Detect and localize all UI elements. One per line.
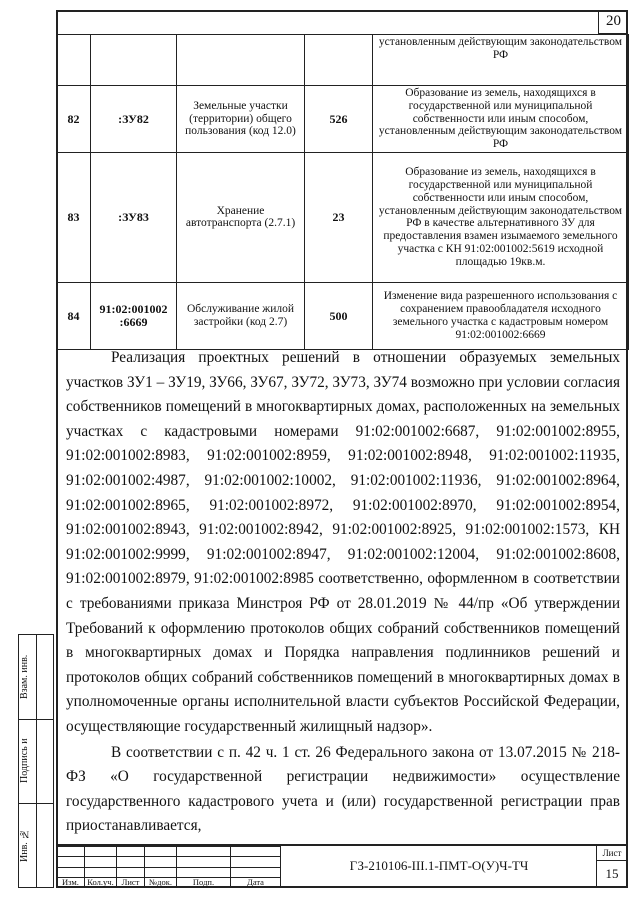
table-cell-num: 84 — [57, 282, 91, 349]
title-block-headers — [57, 877, 281, 887]
table-cell-area: 526 — [305, 86, 373, 153]
stamp-col-change: Изм. — [57, 877, 85, 887]
stamp-col-date: Дата — [231, 877, 281, 887]
sheet-label: Лист — [597, 846, 627, 861]
table-cell-action: Изменение вида разрешенного использования с сохранением правообладателя исходного земельного участка с кадастровым номером 91:02:001002:6669 — [373, 282, 629, 349]
table-cell-code: :ЗУ82 — [91, 86, 177, 153]
table-row — [57, 282, 629, 349]
table-cell-area: 23 — [305, 152, 373, 282]
sheet-number: 15 — [605, 866, 619, 881]
table-cell-code: :ЗУ83 — [91, 152, 177, 282]
stamp-col-doc: №док. — [145, 877, 177, 887]
side-label-signature: Подпись и — [19, 738, 30, 784]
table-cell-use: Обслуживание жилой застройки (код 2.7) — [177, 282, 305, 349]
table-cell-action: установленным действующим законодательством РФ — [373, 35, 629, 86]
table-cell-num: 82 — [57, 86, 91, 153]
document-code: ГЗ-210106-III.1-ПМТ-О(У)Ч-ТЧ — [349, 858, 529, 873]
title-block-grid — [56, 846, 281, 888]
table-cell-area: 500 — [305, 282, 373, 349]
land-plots-table — [56, 34, 629, 350]
side-label-inv-no: Инв. № — [19, 828, 30, 862]
paragraph-registration: В соответствии с п. 42 ч. 1 ст. 26 Федерального закона от 13.07.2015 № 218-ФЗ «О государственной регистрации недвижимости» осуществление государственного кадастрового учета и (или) государственной регистрации прав приостанавливается, — [66, 743, 620, 835]
table-cell-use: Земельные участки (территории) общего пользования (код 12.0) — [177, 86, 305, 153]
stamp-col-count: Кол.уч. — [85, 877, 117, 887]
table-row — [57, 86, 629, 153]
stamp-col-sheet: Лист — [117, 877, 145, 887]
title-block — [56, 844, 628, 888]
table-cell-action: Образование из земель, находящихся в государственной или муниципальной собственности или иным способом, установленным действующим законодательством РФ в качестве альтернативного ЗУ для предоставления взамен изымаемого земельного участка с КН 91:02:001002:5619 исходной площадью 19кв.м. — [373, 152, 629, 282]
table-row — [57, 152, 629, 282]
stamp-col-sign: Подп. — [177, 877, 231, 887]
table-cell-num: 83 — [57, 152, 91, 282]
table-row-continued — [57, 35, 629, 86]
body-text — [66, 346, 620, 839]
table-cell-use: Хранение автотранспорта (2.7.1) — [177, 152, 305, 282]
table-cell-code: 91:02:001002 :6669 — [91, 282, 177, 349]
side-stamp — [18, 634, 54, 888]
paragraph-consent: Реализация проектных решений в отношении образуемых земельных участков ЗУ1 – ЗУ19, ЗУ66, ЗУ67, ЗУ72, ЗУ73, ЗУ74 возможно при условии согласия собственников помещений в многоквартирных домах, расположенных на земельных участках с кадастровыми номерами 91:02:001002:6687, 91:02:001002:8955, 91:02:001002:8983, 91:02:001002:8959, 91:02:001002:8948, 91:02:001002:11935, 91:02:001002:4987, 91:02:001002:10002, 91:02:001002:11936, 91:02:001002:8964, 91:02:001002:8965, 91:02:001002:8972, 91:02:001002:8970, 91:02:001002:8954, 91:02:001002:8943, 91:02:001002:8942, 91:02:001002:8925, 91:02:001002:1573, КН 91:02:001002:9999, 91:02:001002:8947, 91:02:001002:12004, 91:02:001002:8608, 91:02:001002:8979, 91:02:001002:8985 соответственно, оформленном в соответствии с требованиями приказа Минстроя РФ от 28.01.2019 № 44/пр «Об утверждении Требований к оформлению протоколов общих собраний собственников помещений в многоквартирных домах и Порядка направления подлинников решений и протоколов общих собраний собственников помещений в многоквартирных домах в уполномоченные органы исполнительной власти субъектов Российской Федерации, осуществляющие государственный жилищный надзор». — [66, 349, 620, 735]
sheet-box — [596, 846, 628, 888]
side-label-replace-inv: Взам. инв. — [19, 654, 30, 700]
corner-page-number: 20 — [598, 10, 628, 34]
table-cell-action: Образование из земель, находящихся в государственной или муниципальной собственности или иным способом, установленным действующим законодательством РФ — [373, 86, 629, 153]
